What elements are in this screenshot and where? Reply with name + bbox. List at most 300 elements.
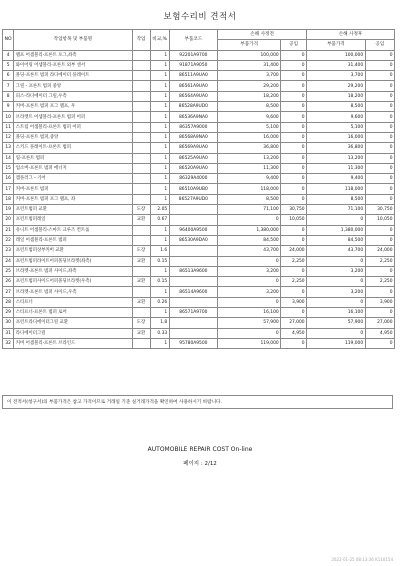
cell-rate: 1.6 (150, 246, 169, 256)
cell-p2: 84,500 (307, 235, 366, 245)
cell-l2: 10,050 (365, 215, 394, 225)
cell-p2: 119,000 (307, 338, 366, 348)
cell-p1: 119,000 (218, 338, 281, 348)
cell-work (132, 163, 150, 173)
cell-work (132, 308, 150, 318)
cell-l1: 0 (281, 174, 307, 184)
cell-item: 커버-프론트 범퍼 포그 램프, 우 (14, 102, 132, 112)
page-indicator: 페이지 : 2/12 (183, 461, 217, 467)
cell-p1: 0 (218, 215, 281, 225)
cell-l2: 0 (365, 132, 394, 142)
cell-code: 92201A9700 (169, 50, 217, 60)
table-row (3, 184, 395, 194)
cell-code: 86568A9NA0 (169, 132, 217, 142)
cell-p2: 16,000 (307, 132, 366, 142)
table-row (3, 60, 395, 70)
cell-l2: 0 (365, 122, 394, 132)
cell-no: 22 (3, 235, 14, 245)
table-row (3, 297, 395, 307)
cell-item: 캡플러그 - 기어 (14, 174, 132, 184)
cell-item: 프런트범퍼 교환 (14, 205, 132, 215)
cell-p2: 16,100 (307, 308, 366, 318)
table-row (3, 338, 395, 348)
header-rate: 비교,% (150, 30, 169, 51)
cell-no: 15 (3, 163, 14, 173)
cell-no: 25 (3, 266, 14, 276)
cell-l1: 0 (281, 338, 307, 348)
document-title: 보험수리비 견적서 (163, 12, 237, 22)
cell-work (132, 153, 150, 163)
table-body (3, 50, 395, 349)
cell-l1: 0 (281, 122, 307, 132)
table-row (3, 225, 395, 235)
cell-p1: 18,200 (218, 91, 281, 101)
cell-item: 레일 어셈블리-프론트 범퍼 (14, 235, 132, 245)
cell-l2: 0 (365, 143, 394, 153)
cell-work (132, 91, 150, 101)
cell-p1: 57,900 (218, 318, 281, 328)
cell-work (132, 338, 150, 348)
cell-rate: 1 (150, 112, 169, 122)
cell-code (169, 215, 217, 225)
cell-l2: 0 (365, 194, 394, 204)
cell-l1: 0 (281, 60, 307, 70)
cell-code: 86561A9UA0 (169, 81, 217, 91)
cell-work (132, 184, 150, 194)
cell-rate: 1 (150, 102, 169, 112)
cell-work: 도장 (132, 318, 150, 328)
cell-no: 23 (3, 246, 14, 256)
cell-item: 브라켓-프론트 범퍼 사이드,좌측 (14, 266, 132, 276)
cell-l2: 2,250 (365, 256, 394, 266)
table-row (3, 194, 395, 204)
table-row (3, 328, 395, 338)
cell-l2: 0 (365, 50, 394, 60)
cell-work (132, 81, 150, 91)
cell-no: 21 (3, 225, 14, 235)
cell-p1: 16,000 (218, 132, 281, 142)
cell-p2: 100,000 (307, 50, 366, 60)
cell-rate: 1 (150, 266, 169, 276)
cell-p1: 100,000 (218, 50, 281, 60)
cell-l2: 4,950 (365, 328, 394, 338)
cell-item: 프런트범퍼사이드어퍼몰딩브라켓(우측) (14, 277, 132, 287)
table-row (3, 102, 395, 112)
cell-l2: 27,000 (365, 318, 394, 328)
cell-rate: 1 (150, 71, 169, 81)
cell-p1: 5,100 (218, 122, 281, 132)
cell-item: 몰딩-프론트 범퍼 라디에이터 플레이트 (14, 71, 132, 81)
cell-no: 19 (3, 205, 14, 215)
header-no: NO (3, 30, 14, 51)
cell-item: 라디에이터그릴 (14, 328, 132, 338)
cell-work: 교환 (132, 256, 150, 266)
cell-work (132, 143, 150, 153)
cell-no: 5 (3, 60, 14, 70)
cell-no: 32 (3, 338, 14, 348)
cell-rate: 0.15 (150, 277, 169, 287)
header-part-code: 부품코드 (169, 30, 217, 51)
cell-l2: 0 (365, 174, 394, 184)
cell-p2: 36,800 (307, 143, 366, 153)
cell-l2: 2,250 (365, 277, 394, 287)
cell-l1: 0 (281, 163, 307, 173)
cell-p1: 29,200 (218, 81, 281, 91)
cell-code: 86527A9UD0 (169, 194, 217, 204)
cell-p1: 11,300 (218, 163, 281, 173)
cell-l1: 27,000 (281, 318, 307, 328)
cell-p2: 0 (307, 215, 366, 225)
cell-item: 브라켓-프론트 범퍼 사이드,우측 (14, 287, 132, 297)
cell-item: 커버-프론트 범퍼 포그 램프, 좌 (14, 194, 132, 204)
cell-l1: 0 (281, 235, 307, 245)
cell-work: 도장 (132, 205, 150, 215)
cell-l2: 0 (365, 235, 394, 245)
cell-p1: 36,800 (218, 143, 281, 153)
table-row (3, 256, 395, 266)
cell-no: 27 (3, 287, 14, 297)
cell-l2: 0 (365, 91, 394, 101)
cell-code: 91871A9050 (169, 60, 217, 70)
cell-l2: 0 (365, 81, 394, 91)
cell-work: 도장 (132, 246, 150, 256)
table-row (3, 71, 395, 81)
cell-l1: 0 (281, 194, 307, 204)
cell-work (132, 287, 150, 297)
cell-item: 프런트범퍼레일 (14, 215, 132, 225)
cell-item: 립-프론트 범퍼 (14, 153, 132, 163)
table-row (3, 132, 395, 142)
cell-no: 17 (3, 184, 14, 194)
cell-l2: 0 (365, 184, 394, 194)
cell-rate: 1 (150, 235, 169, 245)
cell-work: 교환 (132, 277, 150, 287)
cell-l1: 0 (281, 91, 307, 101)
cell-work (132, 60, 150, 70)
cell-code (169, 297, 217, 307)
cell-l2: 0 (365, 71, 394, 81)
cell-l1: 10,050 (281, 215, 307, 225)
cell-work (132, 122, 150, 132)
cell-p2: 8,500 (307, 102, 366, 112)
cell-p1: 8,500 (218, 194, 281, 204)
cell-rate: 1 (150, 60, 169, 70)
cell-p2: 0 (307, 277, 366, 287)
cell-code (169, 277, 217, 287)
cell-code: 86520A9UA0 (169, 163, 217, 173)
cell-p2: 3,200 (307, 266, 366, 276)
cell-no: 8 (3, 91, 14, 101)
cell-code (169, 205, 217, 215)
cell-code: 86511A9UA0 (169, 71, 217, 81)
cell-work (132, 102, 150, 112)
cell-l1: 30,750 (281, 205, 307, 215)
cell-item: 커버-프론트 범퍼 (14, 184, 132, 194)
cell-item: 업소버-프론트 범퍼 에너지 (14, 163, 132, 173)
cell-rate: 1 (150, 81, 169, 91)
table-row (3, 235, 395, 245)
cell-l2: 0 (365, 338, 394, 348)
cell-no: 30 (3, 318, 14, 328)
cell-p2: 8,500 (307, 194, 366, 204)
cell-p1: 9,400 (218, 174, 281, 184)
cell-l2: 0 (365, 225, 394, 235)
table-row (3, 277, 395, 287)
cell-p1: 71,100 (218, 205, 281, 215)
cell-item: 스키드 플레이트-프론트 범퍼 (14, 143, 132, 153)
cell-l2: 0 (365, 287, 394, 297)
cell-rate: 0.15 (150, 256, 169, 266)
cell-p2: 118,000 (307, 184, 366, 194)
cell-rate: 1 (150, 50, 169, 60)
cell-rate: 1 (150, 338, 169, 348)
cell-p1: 13,200 (218, 153, 281, 163)
cell-rate: 1.8 (150, 318, 169, 328)
cell-l1: 0 (281, 132, 307, 142)
cell-rate: 1 (150, 194, 169, 204)
header-row-top (3, 30, 395, 40)
table-row (3, 318, 395, 328)
cell-code: 86510A9UB0 (169, 184, 217, 194)
cell-p1: 8,500 (218, 102, 281, 112)
table-row (3, 50, 395, 60)
cell-no: 11 (3, 122, 14, 132)
cell-p2: 5,100 (307, 122, 366, 132)
cell-l1: 0 (281, 266, 307, 276)
cell-l2: 3,900 (365, 297, 394, 307)
cell-p2: 9,400 (307, 174, 366, 184)
cell-p1: 43,700 (218, 246, 281, 256)
cell-p1: 3,700 (218, 71, 281, 81)
cell-item: 브라켓트 어셈블리-프론트 범퍼 어퍼 (14, 112, 132, 122)
cell-item: 스티프너 (14, 297, 132, 307)
cell-rate: 1 (150, 225, 169, 235)
cell-code (169, 246, 217, 256)
cell-code: 86329A4000 (169, 174, 217, 184)
cell-item: 램프 어셈블리-프론트 포그,좌측 (14, 50, 132, 60)
cell-p2: 3,200 (307, 287, 366, 297)
cell-l2: 0 (365, 112, 394, 122)
cell-no: 4 (3, 50, 14, 60)
cell-code: 86536A9NA0 (169, 112, 217, 122)
header-item: 작업항목 및 부품명 (14, 30, 132, 51)
cell-no: 16 (3, 174, 14, 184)
cell-l1: 0 (281, 184, 307, 194)
cell-p1: 0 (218, 277, 281, 287)
cell-code: 86564A9UA0 (169, 91, 217, 101)
cell-p1: 1,380,000 (218, 225, 281, 235)
cell-code: 96400A9500 (169, 225, 217, 235)
cell-rate: 1 (150, 91, 169, 101)
header-labor-after: 공임 (365, 40, 394, 50)
table-row (3, 287, 395, 297)
cell-work (132, 225, 150, 235)
cell-p1: 118,000 (218, 184, 281, 194)
cell-l2: 0 (365, 163, 394, 173)
cell-code: 86528A9UD0 (169, 102, 217, 112)
cell-l2: 0 (365, 308, 394, 318)
cell-work (132, 266, 150, 276)
cell-rate: 1 (150, 143, 169, 153)
cell-rate: 1 (150, 163, 169, 173)
cell-no: 13 (3, 143, 14, 153)
cell-work (132, 71, 150, 81)
print-stamp: 2022-01-25 08:13:36 K110154 (331, 557, 393, 562)
cell-p2: 3,700 (307, 71, 366, 81)
cell-code: 86569A9UA0 (169, 143, 217, 153)
cell-work: 교환 (132, 215, 150, 225)
table-row (3, 153, 395, 163)
cell-rate: 1 (150, 153, 169, 163)
cell-l1: 0 (281, 102, 307, 112)
cell-rate: 1 (150, 184, 169, 194)
header-part-price-before: 부품가격 (218, 40, 281, 50)
cell-code: 86530A9DA0 (169, 235, 217, 245)
table-row (3, 122, 395, 132)
cell-work (132, 174, 150, 184)
cell-l2: 0 (365, 102, 394, 112)
table-row (3, 246, 395, 256)
cell-p2: 11,300 (307, 163, 366, 173)
cell-code: 86571A9700 (169, 308, 217, 318)
cell-rate: 1 (150, 174, 169, 184)
cell-item: 스티프너-프론트 범퍼 로어 (14, 308, 132, 318)
cell-item: 스트립 어셈블리-프론트 범퍼 어퍼 (14, 122, 132, 132)
cell-p2: 0 (307, 297, 366, 307)
cell-no: 6 (3, 71, 14, 81)
cell-rate: 1 (150, 308, 169, 318)
table-row (3, 81, 395, 91)
cell-p1: 0 (218, 256, 281, 266)
cell-work: 교환 (132, 328, 150, 338)
cell-p1: 84,500 (218, 235, 281, 245)
cell-item: 피스-라디에이터 그릴,우측 (14, 91, 132, 101)
cell-l1: 0 (281, 81, 307, 91)
cell-rate: 1 (150, 122, 169, 132)
cell-code (169, 256, 217, 266)
header-before: 손해 사정전 (218, 30, 307, 40)
footer-brand: AUTOMOBILE REPAIR COST On-line (147, 446, 253, 453)
cell-no: 18 (3, 194, 14, 204)
cell-l2: 0 (365, 266, 394, 276)
table-row (3, 143, 395, 153)
cell-l2: 0 (365, 153, 394, 163)
table-row (3, 163, 395, 173)
cell-no: 7 (3, 81, 14, 91)
cell-no: 20 (3, 215, 14, 225)
cell-p2: 29,200 (307, 81, 366, 91)
table-row (3, 266, 395, 276)
cell-code: 86525A9UA0 (169, 153, 217, 163)
cell-no: 14 (3, 153, 14, 163)
cell-l1: 0 (281, 143, 307, 153)
cell-no: 9 (3, 102, 14, 112)
cell-item: 프런트라디에이터그릴 교환 (14, 318, 132, 328)
cell-p2: 0 (307, 328, 366, 338)
cell-work (132, 112, 150, 122)
table-row (3, 205, 395, 215)
cell-no: 12 (3, 132, 14, 142)
cell-p2: 43,700 (307, 246, 366, 256)
cell-code: 86514A9600 (169, 287, 217, 297)
cell-p2: 57,900 (307, 318, 366, 328)
cell-p1: 3,200 (218, 287, 281, 297)
cell-no: 26 (3, 277, 14, 287)
cell-item: 커버 어셈블리-프론트 브라인드 (14, 338, 132, 348)
cell-work (132, 194, 150, 204)
cell-l1: 0 (281, 225, 307, 235)
header-labor-before: 공임 (281, 40, 307, 50)
cell-p1: 9,600 (218, 112, 281, 122)
cell-code: 86513A9600 (169, 266, 217, 276)
cell-p1: 16,100 (218, 308, 281, 318)
cell-rate: 0.67 (150, 215, 169, 225)
cell-item: 그릴 - 프론트 범퍼 중앙 (14, 81, 132, 91)
cell-code: 95780A9500 (169, 338, 217, 348)
table-row (3, 91, 395, 101)
cell-l1: 2,250 (281, 256, 307, 266)
cell-p2: 13,200 (307, 153, 366, 163)
cell-item: 와이어링 어셈블리-프론트 외부 센서 (14, 60, 132, 70)
cell-p2: 9,600 (307, 112, 366, 122)
cell-no: 24 (3, 256, 14, 266)
header-part-price-after: 부품가격 (307, 40, 366, 50)
cell-l1: 0 (281, 308, 307, 318)
cell-no: 10 (3, 112, 14, 122)
cell-l1: 0 (281, 112, 307, 122)
cell-l1: 2,250 (281, 277, 307, 287)
header-after: 손해 사정후 (307, 30, 395, 40)
cell-item: 몰딩-프론트 범퍼,중앙 (14, 132, 132, 142)
cell-p2: 71,100 (307, 205, 366, 215)
cell-l1: 0 (281, 71, 307, 81)
estimate-table (2, 29, 395, 349)
cell-p2: 18,200 (307, 91, 366, 101)
cell-l2: 0 (365, 60, 394, 70)
cell-p2: 31,400 (307, 60, 366, 70)
cell-rate: 2.05 (150, 205, 169, 215)
cell-l1: 4,950 (281, 328, 307, 338)
cell-l1: 3,900 (281, 297, 307, 307)
cell-no: 31 (3, 328, 14, 338)
cell-rate: 1 (150, 287, 169, 297)
cell-p1: 0 (218, 297, 281, 307)
table-row (3, 174, 395, 184)
cell-p1: 3,200 (218, 266, 281, 276)
cell-l2: 24,000 (365, 246, 394, 256)
cell-rate: 1 (150, 132, 169, 142)
table-row (3, 215, 395, 225)
cell-code (169, 318, 217, 328)
table-row (3, 112, 395, 122)
cell-work (132, 235, 150, 245)
cell-l1: 0 (281, 50, 307, 60)
cell-no: 28 (3, 297, 14, 307)
cell-p1: 0 (218, 328, 281, 338)
cell-item: 유니트 어셈블리-스마트 크루즈 컨트롤 (14, 225, 132, 235)
cell-p2: 0 (307, 256, 366, 266)
cell-work: 교환 (132, 297, 150, 307)
cell-rate: 0.33 (150, 328, 169, 338)
notice-text: 이 견적서(청구서)의 부품가격은 참고 가격이므로 거래일 기준 실거래가격을 확인하여 사용하시기 바랍니다. (2, 395, 393, 409)
cell-work (132, 132, 150, 142)
cell-code: 86357A9000 (169, 122, 217, 132)
cell-item: 프런트범퍼상부커버 교환 (14, 246, 132, 256)
cell-l1: 0 (281, 153, 307, 163)
cell-p1: 31,400 (218, 60, 281, 70)
cell-l1: 24,000 (281, 246, 307, 256)
cell-rate: 0.26 (150, 297, 169, 307)
